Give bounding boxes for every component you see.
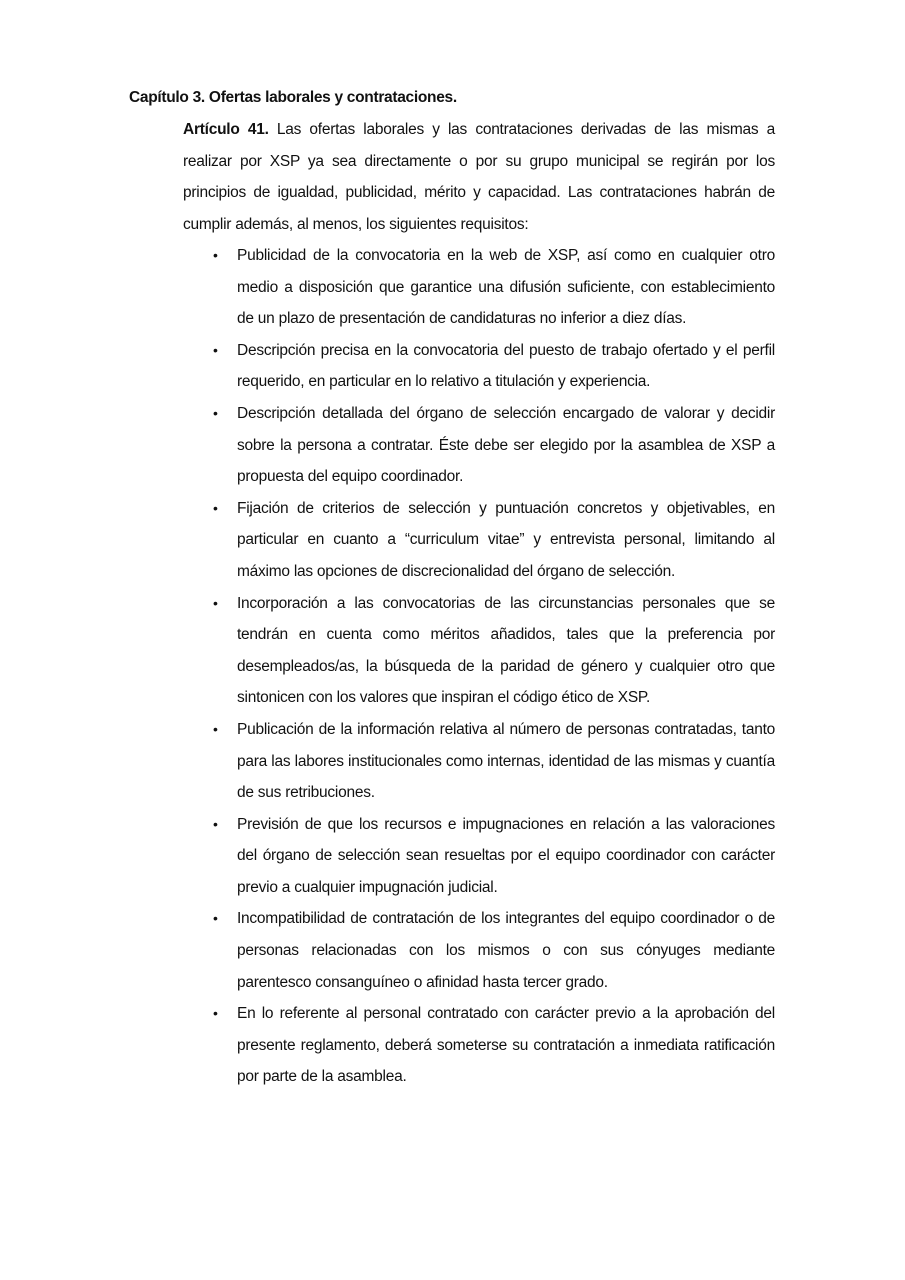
- list-item-text: Fijación de criterios de selección y puntuación concretos y objetivables, en particular en cuanto a “curriculum vitae” y entrevista personal, limitando al máximo las opciones de discrecionalidad del órgano de selección.: [237, 499, 775, 580]
- list-item: [183, 240, 775, 335]
- bullet-icon: •: [213, 499, 218, 516]
- list-item: [183, 335, 775, 398]
- list-item-text: Incompatibilidad de contratación de los integrantes del equipo coordinador o de personas relacionadas con los mismos o con sus cónyuges mediante parentesco consanguíneo o afinidad hasta tercer grado.: [237, 910, 775, 991]
- list-item-text: En lo referente al personal contratado con carácter previo a la aprobación del presente reglamento, deberá someterse su contratación a inmediata ratificación por parte de la asamblea.: [237, 1005, 775, 1086]
- list-item-text: Descripción precisa en la convocatoria del puesto de trabajo ofertado y el perfil requerido, en particular en lo relativo a titulación y experiencia.: [237, 341, 775, 391]
- list-item-text: Publicidad de la convocatoria en la web de XSP, así como en cualquier otro medio a disposición que garantice una difusión suficiente, con establecimiento de un plazo de presentación de candidaturas no inferior a diez días.: [237, 247, 775, 328]
- list-item: [183, 398, 775, 493]
- bullet-icon: •: [213, 594, 218, 611]
- article-text: Las ofertas laborales y las contrataciones derivadas de las mismas a realizar por XSP ya sea directamente o por su grupo municipal se regirán por los principios de igualdad, publicidad, mérito y capacidad. Las contrataciones habrán de cumplir además, al menos, los siguientes requisitos:: [183, 121, 775, 233]
- list-item: [183, 903, 775, 998]
- requirements-list: [183, 240, 775, 1093]
- bullet-icon: •: [213, 815, 218, 832]
- bullet-icon: •: [213, 341, 218, 358]
- list-item: [183, 588, 775, 714]
- list-item: [183, 809, 775, 904]
- bullet-icon: •: [213, 404, 218, 421]
- bullet-icon: •: [213, 1005, 218, 1022]
- list-item: [183, 493, 775, 588]
- list-item-text: Incorporación a las convocatorias de las circunstancias personales que se tendrán en cuenta como méritos añadidos, tales que la preferencia por desempleados/as, la búsqueda de la paridad de género y cualquier otro que sintonicen con los valores que inspiran el código ético de XSP.: [237, 594, 775, 707]
- list-item-text: Publicación de la información relativa al número de personas contratadas, tanto para las labores institucionales como internas, identidad de las mismas y cuantía de sus retribuciones.: [237, 720, 775, 802]
- article-label: Artículo 41.: [183, 121, 269, 138]
- bullet-icon: •: [213, 720, 218, 737]
- bullet-icon: •: [213, 247, 218, 263]
- list-item-text: Descripción detallada del órgano de selección encargado de valorar y decidir sobre la persona a contratar. Éste debe ser elegido por la asamblea de XSP a propuesta del equipo coordinador.: [237, 404, 775, 486]
- article-paragraph: [183, 114, 775, 240]
- bullet-icon: •: [213, 910, 218, 927]
- chapter-heading: Capítulo 3. Ofertas laborales y contrataciones.: [129, 89, 457, 106]
- list-item: [183, 714, 775, 809]
- list-item-text: Previsión de que los recursos e impugnaciones en relación a las valoraciones del órgano de selección sean resueltas por el equipo coordinador con carácter previo a cualquier impugnación judicial.: [237, 815, 775, 896]
- list-item: [183, 998, 775, 1093]
